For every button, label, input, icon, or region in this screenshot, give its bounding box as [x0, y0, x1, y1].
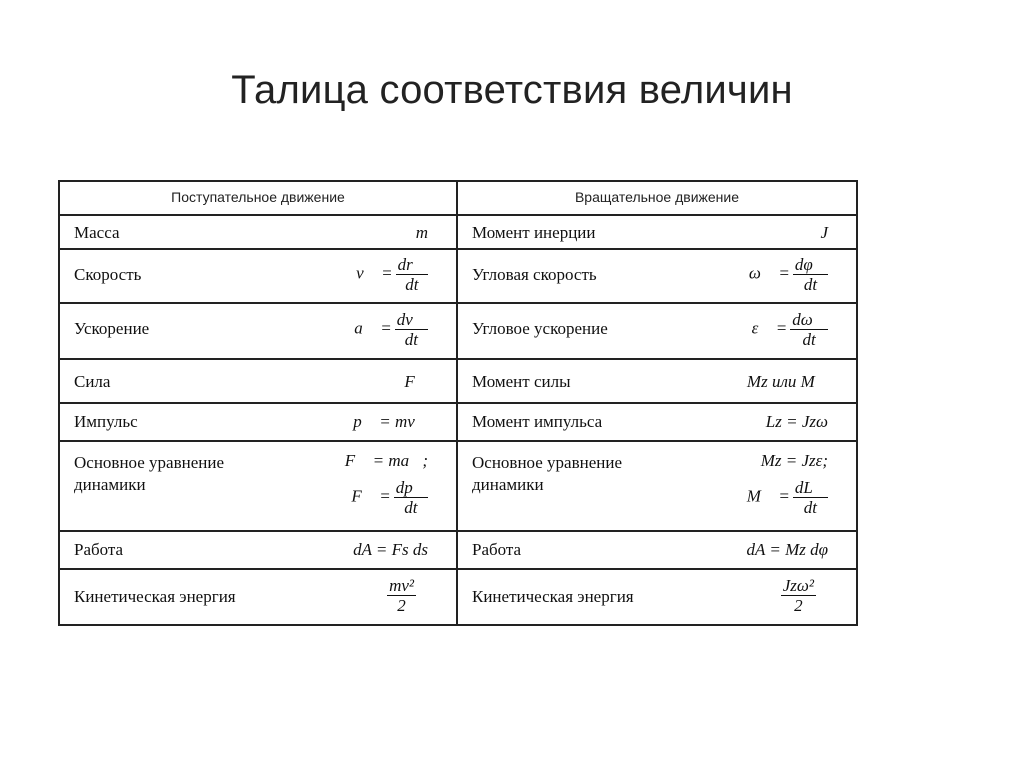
table-row	[60, 302, 856, 360]
quantity-name: Работа	[74, 540, 124, 559]
table-row	[60, 248, 856, 304]
formula: ε⃗ = $\frac{d\omega⃗}{dt}$	[751, 310, 826, 349]
formula: dA = Mz dφ	[746, 540, 828, 559]
formula: m	[415, 223, 428, 242]
quantity-name: Основное уравнение динамики	[74, 453, 225, 494]
quantity-name: Сила	[74, 372, 111, 391]
formula: F⃗ = ma⃗; F⃗ = $\frac{dp⃗}{dt}$	[344, 451, 428, 517]
formula: a⃗ = $\frac{dv⃗}{dt}$	[354, 310, 426, 349]
formula: dA = Fs ds	[353, 540, 428, 559]
formula: v⃗ = $\frac{dr⃗}{dt}$	[356, 255, 426, 294]
quantity-name: Кинетическая энергия	[74, 587, 236, 606]
header-rotational: Вращательное движение	[574, 189, 740, 205]
quantity-name: Момент силы	[472, 372, 571, 391]
formula: Lz = Jzω	[765, 412, 828, 431]
table-row	[60, 358, 856, 404]
table-row	[60, 402, 856, 442]
correspondence-table	[58, 180, 858, 626]
quantity-name: Ускорение	[74, 319, 150, 338]
formula: Mz или M⃗	[746, 372, 828, 391]
header-translational: Поступательное движение	[171, 189, 345, 205]
table-header-row	[60, 182, 856, 214]
table-row	[60, 214, 856, 250]
table-row	[60, 530, 856, 570]
quantity-name: Момент инерции	[472, 223, 596, 242]
quantity-name: Момент импульса	[472, 412, 603, 431]
table-row	[60, 440, 856, 532]
formula: p⃗ = mv⃗	[353, 412, 428, 431]
quantity-name: Работа	[472, 540, 522, 559]
formula: F⃗	[404, 372, 428, 391]
formula: J	[820, 223, 828, 242]
quantity-name: Основное уравнение динамики	[472, 453, 623, 494]
formula: $\frac{\text{Jzω²}}{2}$	[782, 576, 814, 615]
quantity-name: Импульс	[74, 412, 138, 431]
formula: $\frac{\text{mv²}}{2}$	[389, 576, 414, 615]
slide-title: Талица соответствия величин	[231, 68, 793, 112]
table-row	[60, 568, 856, 626]
quantity-name: Масса	[74, 223, 120, 242]
quantity-name: Угловое ускорение	[472, 319, 608, 338]
quantity-name: Кинетическая энергия	[472, 587, 634, 606]
formula: ω⃗ = $\frac{d\varphi⃗}{dt}$	[748, 255, 826, 294]
quantity-name: Скорость	[74, 265, 142, 284]
quantity-name: Угловая скорость	[472, 265, 597, 284]
formula: Mz = Jzε; M⃗ = $\frac{dL⃗}{dt}$	[746, 451, 828, 517]
